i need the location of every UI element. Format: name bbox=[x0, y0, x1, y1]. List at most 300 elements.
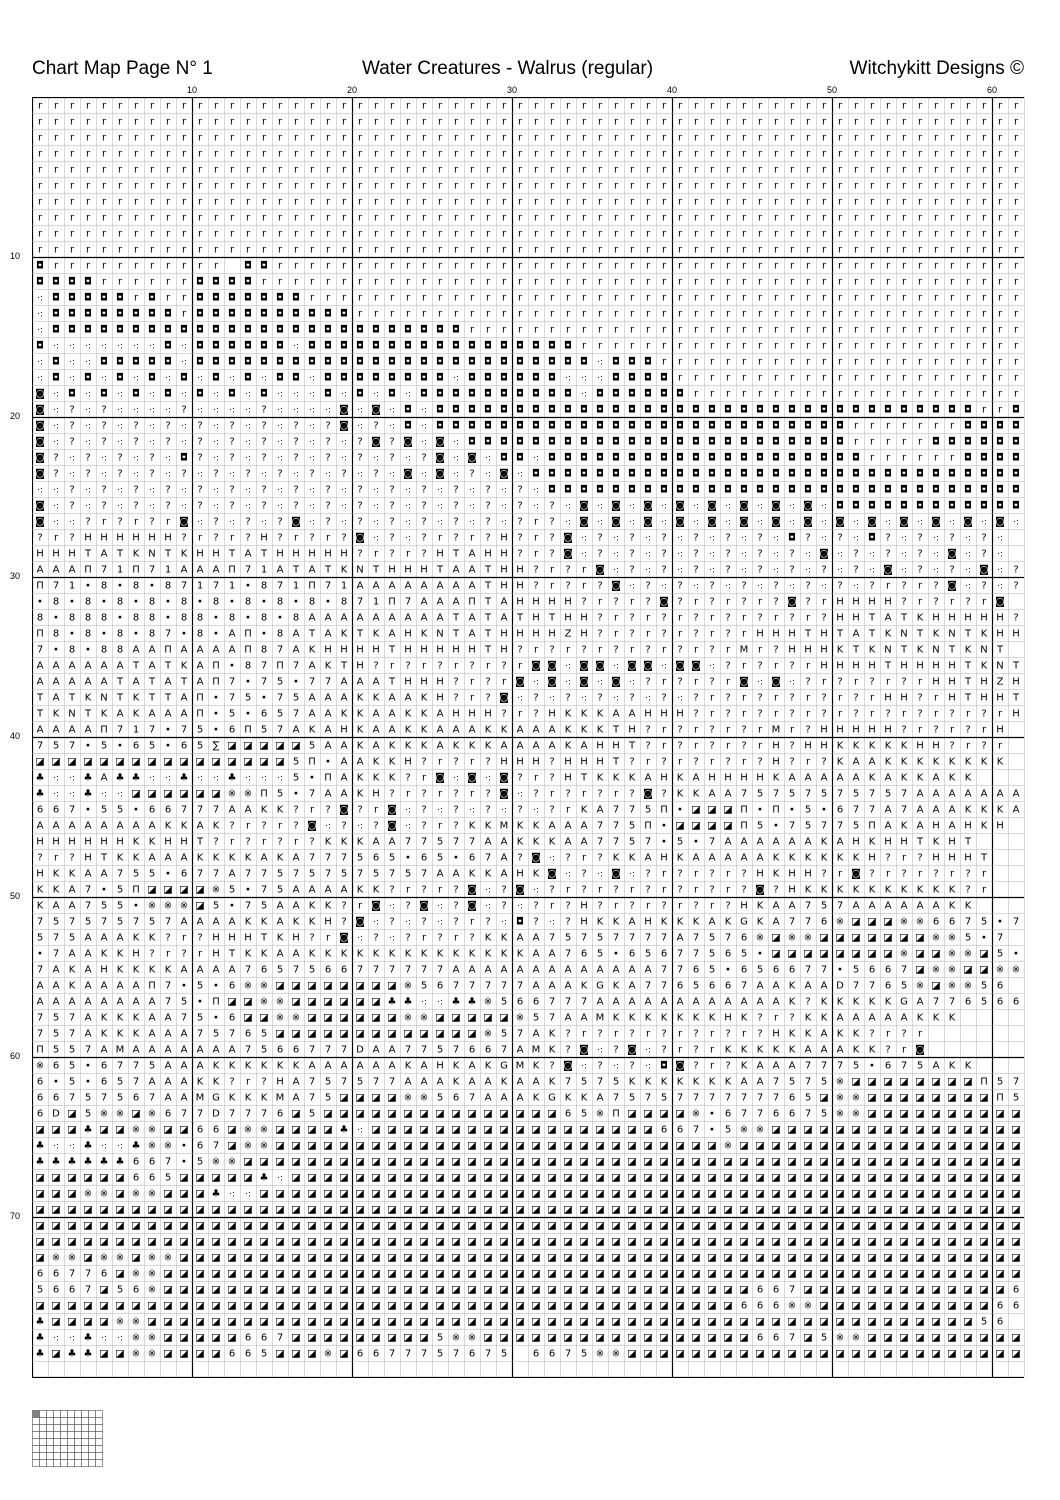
chart-cell-symbol: r bbox=[406, 165, 411, 176]
chart-cell-symbol: H bbox=[340, 645, 348, 656]
chart-cell-symbol: r bbox=[678, 117, 683, 128]
chart-cell-symbol: r bbox=[102, 213, 107, 224]
chart-cell-symbol: 7 bbox=[453, 981, 459, 992]
chart-cell-symbol: ·: bbox=[965, 582, 971, 592]
chart-cell-symbol: K bbox=[101, 949, 108, 960]
chart-cell-symbol: ◙ bbox=[403, 469, 413, 480]
chart-cell-symbol: ◪ bbox=[963, 1125, 972, 1136]
chart-cell-symbol: r bbox=[726, 741, 731, 752]
chart-cell-symbol: ◪ bbox=[947, 1157, 956, 1168]
chart-cell-symbol: r bbox=[854, 325, 859, 336]
chart-cell-symbol: 7 bbox=[661, 965, 667, 976]
chart-cell-symbol: ◘ bbox=[740, 485, 748, 496]
chart-cell-symbol: r bbox=[118, 245, 123, 256]
chart-cell-symbol: ◪ bbox=[899, 933, 908, 944]
chart-cell-symbol: r bbox=[646, 325, 651, 336]
chart-cell-symbol: K bbox=[965, 757, 972, 768]
chart-cell-symbol: r bbox=[294, 149, 299, 160]
chart-cell-symbol: ·: bbox=[389, 470, 395, 480]
chart-cell-symbol: Π bbox=[308, 757, 316, 768]
chart-cell-symbol: ◘ bbox=[948, 501, 956, 512]
chart-cell-symbol: ·: bbox=[197, 470, 203, 480]
chart-cell-symbol: ◙ bbox=[691, 661, 701, 672]
chart-cell-symbol: ? bbox=[133, 501, 138, 512]
chart-cell-symbol: ◪ bbox=[883, 1285, 892, 1296]
chart-cell-symbol: T bbox=[388, 677, 396, 688]
chart-cell-symbol: r bbox=[902, 357, 907, 368]
chart-cell-symbol: r bbox=[38, 165, 43, 176]
chart-cell-symbol: ◪ bbox=[51, 1205, 60, 1216]
chart-cell-symbol: K bbox=[613, 917, 620, 928]
chart-cell-symbol: ◘ bbox=[900, 405, 908, 416]
chart-cell-symbol: • bbox=[309, 773, 315, 784]
chart-cell-symbol: T bbox=[804, 629, 812, 640]
chart-cell-symbol: 5 bbox=[229, 709, 235, 720]
chart-cell-symbol: ◘ bbox=[388, 357, 396, 368]
chart-cell-symbol: r bbox=[278, 277, 283, 288]
chart-cell-symbol: ※ bbox=[948, 981, 956, 992]
chart-cell-symbol: 6 bbox=[789, 1093, 795, 1104]
chart-cell-symbol: ◪ bbox=[147, 757, 156, 768]
chart-cell-symbol: r bbox=[918, 677, 923, 688]
chart-cell-symbol: r bbox=[822, 181, 827, 192]
chart-cell-symbol: A bbox=[293, 853, 300, 864]
chart-cell-symbol: 7 bbox=[325, 581, 331, 592]
chart-cell-symbol: ◪ bbox=[547, 1333, 556, 1344]
chart-cell-symbol: • bbox=[229, 597, 235, 608]
chart-cell-symbol: 5 bbox=[965, 933, 971, 944]
chart-cell-symbol: r bbox=[662, 645, 667, 656]
chart-cell-symbol: ? bbox=[453, 485, 458, 496]
chart-cell-symbol: ◪ bbox=[387, 1333, 396, 1344]
chart-cell-symbol: A bbox=[949, 821, 956, 832]
chart-cell-symbol: r bbox=[198, 949, 203, 960]
chart-cell-symbol: ◘ bbox=[932, 469, 940, 480]
chart-cell-symbol: H bbox=[964, 853, 972, 864]
chart-cell-symbol: r bbox=[582, 213, 587, 224]
chart-cell-symbol: ◪ bbox=[195, 1173, 204, 1184]
chart-cell-symbol: r bbox=[710, 181, 715, 192]
chart-cell-symbol: H bbox=[484, 549, 492, 560]
chart-cell-symbol: ◪ bbox=[515, 1109, 524, 1120]
chart-cell-symbol: ◘ bbox=[244, 309, 252, 320]
chart-cell-symbol: r bbox=[294, 197, 299, 208]
chart-cell-symbol: ·: bbox=[629, 582, 635, 592]
chart-cell-symbol: ◪ bbox=[211, 1317, 220, 1328]
chart-cell-symbol: K bbox=[757, 901, 764, 912]
chart-cell-symbol: ◙ bbox=[579, 517, 589, 528]
chart-cell-symbol: ◪ bbox=[35, 757, 44, 768]
chart-cell-symbol: r bbox=[214, 181, 219, 192]
chart-cell-symbol: ◪ bbox=[707, 1157, 716, 1168]
chart-cell-symbol: 6 bbox=[725, 949, 731, 960]
chart-cell-symbol: ? bbox=[869, 581, 874, 592]
chart-cell-symbol: 5 bbox=[725, 1125, 731, 1136]
chart-cell-symbol: r bbox=[902, 261, 907, 272]
chart-cell-symbol: ◪ bbox=[883, 1125, 892, 1136]
chart-cell-symbol: ◘ bbox=[100, 309, 108, 320]
chart-cell-symbol: r bbox=[886, 117, 891, 128]
chart-cell-symbol: r bbox=[902, 437, 907, 448]
chart-cell-symbol: ? bbox=[965, 597, 970, 608]
chart-cell-symbol: ◪ bbox=[435, 1173, 444, 1184]
chart-cell-symbol: ◪ bbox=[659, 1189, 668, 1200]
chart-cell-symbol: r bbox=[614, 309, 619, 320]
chart-cell-symbol: 7 bbox=[277, 1333, 283, 1344]
chart-cell-symbol: ◪ bbox=[131, 1253, 140, 1264]
chart-cell-symbol: r bbox=[950, 389, 955, 400]
chart-cell-symbol: ◙ bbox=[371, 437, 381, 448]
chart-cell-symbol: ·: bbox=[245, 502, 251, 512]
chart-cell-symbol: r bbox=[982, 261, 987, 272]
chart-cell-symbol: 5 bbox=[437, 1333, 443, 1344]
chart-cell-symbol: T bbox=[996, 645, 1004, 656]
chart-cell-symbol: ◙ bbox=[371, 405, 381, 416]
chart-cell-symbol: ◘ bbox=[420, 389, 428, 400]
chart-cell-symbol: ◪ bbox=[563, 1269, 572, 1280]
chart-cell-symbol: ·: bbox=[261, 774, 267, 784]
chart-cell-symbol: A bbox=[85, 869, 92, 880]
chart-cell-symbol: r bbox=[1014, 133, 1019, 144]
chart-cell-symbol: ·: bbox=[565, 502, 571, 512]
chart-cell-symbol: A bbox=[629, 981, 636, 992]
chart-cell-symbol: ◘ bbox=[484, 341, 492, 352]
chart-cell-symbol: r bbox=[182, 277, 187, 288]
chart-cell-symbol: ·: bbox=[277, 1174, 283, 1184]
chart-cell-symbol: ◪ bbox=[531, 1141, 540, 1152]
chart-cell-symbol: N bbox=[436, 629, 443, 640]
chart-cell-symbol: ◪ bbox=[931, 1205, 940, 1216]
chart-cell-symbol: ? bbox=[229, 437, 234, 448]
chart-cell-symbol: ◘ bbox=[548, 405, 556, 416]
chart-cell-symbol: K bbox=[37, 885, 44, 896]
chart-cell-symbol: Π bbox=[132, 885, 140, 896]
chart-cell-symbol: ◪ bbox=[899, 1093, 908, 1104]
chart-cell-symbol: • bbox=[213, 1013, 219, 1024]
chart-cell-symbol: r bbox=[502, 181, 507, 192]
chart-cell-symbol: r bbox=[870, 101, 875, 112]
chart-cell-symbol: 5 bbox=[501, 997, 507, 1008]
chart-cell-symbol: ? bbox=[853, 565, 858, 576]
chart-cell-symbol: r bbox=[454, 933, 459, 944]
chart-cell-symbol: ·: bbox=[677, 694, 683, 704]
chart-cell-symbol: K bbox=[853, 1045, 860, 1056]
chart-cell-symbol: H bbox=[644, 709, 652, 720]
chart-cell-symbol: A bbox=[405, 693, 412, 704]
chart-cell-symbol: r bbox=[470, 229, 475, 240]
chart-cell-symbol: ? bbox=[693, 693, 698, 704]
chart-cell-symbol: r bbox=[678, 261, 683, 272]
chart-cell-symbol: 5 bbox=[693, 981, 699, 992]
chart-cell-symbol: 7 bbox=[229, 1029, 235, 1040]
chart-cell-symbol: ◘ bbox=[1012, 421, 1020, 432]
chart-cell-symbol: ※ bbox=[148, 1109, 156, 1120]
chart-cell-symbol: ◘ bbox=[916, 469, 924, 480]
chart-cell-symbol: ? bbox=[677, 741, 682, 752]
chart-cell-symbol: r bbox=[934, 357, 939, 368]
chart-cell-symbol: ◪ bbox=[979, 1109, 988, 1120]
chart-cell-symbol: ◪ bbox=[563, 1285, 572, 1296]
chart-cell-symbol: A bbox=[549, 949, 556, 960]
chart-cell-symbol: H bbox=[356, 661, 364, 672]
chart-cell-symbol: r bbox=[982, 885, 987, 896]
chart-cell-symbol: 7 bbox=[549, 933, 555, 944]
chart-cell-symbol: r bbox=[374, 133, 379, 144]
chart-cell-symbol: H bbox=[996, 821, 1004, 832]
chart-cell-symbol: r bbox=[582, 325, 587, 336]
chart-cell-symbol: ◪ bbox=[275, 981, 284, 992]
chart-cell-symbol: ? bbox=[693, 613, 698, 624]
chart-cell-symbol: Π bbox=[164, 645, 172, 656]
chart-cell-symbol: ·: bbox=[101, 374, 107, 384]
chart-cell-symbol: r bbox=[406, 293, 411, 304]
chart-cell-symbol: r bbox=[198, 149, 203, 160]
chart-cell-symbol: H bbox=[420, 677, 428, 688]
chart-cell-symbol: ◙ bbox=[739, 501, 749, 512]
chart-cell-symbol: ◪ bbox=[643, 1333, 652, 1344]
chart-cell-symbol: r bbox=[438, 181, 443, 192]
chart-cell-symbol: ◪ bbox=[515, 1189, 524, 1200]
chart-cell-symbol: r bbox=[230, 245, 235, 256]
chart-cell-symbol: 7 bbox=[133, 1077, 139, 1088]
chart-cell-symbol: ◘ bbox=[228, 325, 236, 336]
chart-cell-symbol: ·: bbox=[709, 534, 715, 544]
chart-cell-symbol: r bbox=[726, 229, 731, 240]
chart-cell-symbol: ♣ bbox=[100, 1157, 109, 1168]
chart-cell-symbol: r bbox=[278, 181, 283, 192]
chart-cell-symbol: A bbox=[485, 1077, 492, 1088]
chart-cell-symbol: r bbox=[646, 133, 651, 144]
chart-cell-symbol: 5 bbox=[85, 1093, 91, 1104]
chart-cell-symbol: ? bbox=[325, 805, 330, 816]
chart-cell-symbol: ◪ bbox=[371, 1301, 380, 1312]
chart-cell-symbol: ◪ bbox=[691, 1189, 700, 1200]
chart-cell-symbol: r bbox=[406, 133, 411, 144]
chart-cell-symbol: ◪ bbox=[579, 1333, 588, 1344]
chart-cell-symbol: r bbox=[902, 373, 907, 384]
chart-cell-symbol: ◪ bbox=[195, 1269, 204, 1280]
chart-cell-symbol: r bbox=[358, 901, 363, 912]
chart-cell-symbol: ·: bbox=[229, 518, 235, 528]
chart-cell-symbol: H bbox=[884, 597, 892, 608]
chart-cell-symbol: A bbox=[453, 965, 460, 976]
chart-cell-symbol: 7 bbox=[405, 837, 411, 848]
chart-cell-symbol: r bbox=[358, 229, 363, 240]
chart-cell-symbol: ◪ bbox=[243, 1157, 252, 1168]
chart-cell-symbol: H bbox=[772, 741, 780, 752]
chart-cell-symbol: 6 bbox=[533, 1349, 539, 1360]
chart-cell-symbol: M bbox=[516, 1061, 525, 1072]
chart-cell-symbol: K bbox=[565, 1093, 572, 1104]
chart-cell-symbol: r bbox=[918, 261, 923, 272]
chart-cell-symbol: r bbox=[166, 149, 171, 160]
chart-cell-symbol: ·: bbox=[933, 534, 939, 544]
chart-cell-symbol: ·: bbox=[437, 806, 443, 816]
chart-cell-symbol: H bbox=[372, 789, 380, 800]
chart-cell-symbol: ◘ bbox=[516, 405, 524, 416]
chart-cell-symbol: K bbox=[37, 901, 44, 912]
chart-cell-symbol: ·: bbox=[229, 470, 235, 480]
chart-cell-symbol: r bbox=[150, 181, 155, 192]
chart-cell-symbol: ·: bbox=[277, 486, 283, 496]
chart-cell-symbol: ◪ bbox=[67, 1109, 76, 1120]
chart-cell-symbol: 6 bbox=[997, 1301, 1003, 1312]
chart-cell-symbol: ◘ bbox=[772, 421, 780, 432]
chart-cell-symbol: ? bbox=[405, 773, 410, 784]
chart-cell-symbol: A bbox=[789, 1061, 796, 1072]
chart-cell-symbol: 7 bbox=[453, 1349, 459, 1360]
chart-cell-symbol: r bbox=[742, 389, 747, 400]
chart-cell-symbol: ◪ bbox=[915, 1253, 924, 1264]
chart-cell-symbol: 5 bbox=[805, 805, 811, 816]
chart-cell-symbol: ·: bbox=[245, 422, 251, 432]
chart-cell-symbol: r bbox=[822, 277, 827, 288]
chart-cell-symbol: 5 bbox=[69, 933, 75, 944]
chart-cell-symbol: ◘ bbox=[772, 485, 780, 496]
chart-cell-symbol: ◘ bbox=[836, 485, 844, 496]
chart-cell-symbol: r bbox=[454, 661, 459, 672]
chart-cell-symbol: ◪ bbox=[995, 1333, 1004, 1344]
chart-cell-symbol: ·: bbox=[821, 582, 827, 592]
chart-cell-symbol: ◪ bbox=[963, 1269, 972, 1280]
chart-cell-symbol: ? bbox=[597, 581, 602, 592]
chart-cell-symbol: ◪ bbox=[611, 1301, 620, 1312]
chart-cell-symbol: r bbox=[278, 117, 283, 128]
chart-cell-symbol: ◪ bbox=[787, 1237, 796, 1248]
chart-cell-symbol: r bbox=[886, 245, 891, 256]
chart-cell-symbol: ◘ bbox=[500, 453, 508, 464]
chart-cell-symbol: r bbox=[886, 421, 891, 432]
chart-cell-symbol: A bbox=[149, 821, 156, 832]
chart-cell-symbol: A bbox=[229, 805, 236, 816]
chart-cell-symbol: 6 bbox=[965, 997, 971, 1008]
chart-cell-symbol: r bbox=[726, 277, 731, 288]
chart-cell-symbol: ◪ bbox=[883, 1205, 892, 1216]
chart-cell-symbol: ◪ bbox=[435, 1013, 444, 1024]
chart-cell-symbol: 7 bbox=[597, 837, 603, 848]
chart-cell-symbol: A bbox=[117, 981, 124, 992]
chart-cell-symbol: ·: bbox=[565, 870, 571, 880]
chart-cell-symbol: 7 bbox=[213, 1141, 219, 1152]
chart-cell-symbol: A bbox=[101, 933, 108, 944]
chart-cell-symbol: ◪ bbox=[995, 1285, 1004, 1296]
chart-cell-symbol: r bbox=[294, 533, 299, 544]
chart-cell-symbol: ◪ bbox=[1011, 1141, 1020, 1152]
chart-cell-symbol: ◙ bbox=[467, 773, 477, 784]
chart-cell-symbol: K bbox=[773, 869, 780, 880]
chart-cell-symbol: 5 bbox=[709, 949, 715, 960]
chart-cell-symbol: r bbox=[198, 245, 203, 256]
chart-cell-symbol: ? bbox=[69, 501, 74, 512]
chart-cell-symbol: r bbox=[678, 757, 683, 768]
chart-cell-symbol: K bbox=[949, 773, 956, 784]
chart-cell-symbol: A bbox=[325, 1061, 332, 1072]
chart-cell-symbol: r bbox=[918, 133, 923, 144]
chart-cell-symbol: 6 bbox=[245, 1029, 251, 1040]
chart-cell-symbol: A bbox=[933, 789, 940, 800]
chart-cell-symbol: ◪ bbox=[227, 1333, 236, 1344]
chart-cell-symbol: A bbox=[501, 1093, 508, 1104]
chart-cell-symbol: ◪ bbox=[979, 1269, 988, 1280]
chart-cell-symbol: ◪ bbox=[851, 1269, 860, 1280]
chart-cell-symbol: r bbox=[742, 1029, 747, 1040]
chart-cell-symbol: r bbox=[150, 277, 155, 288]
chart-cell-symbol: 5 bbox=[277, 869, 283, 880]
chart-cell-symbol: r bbox=[550, 101, 555, 112]
chart-cell-symbol: ·: bbox=[133, 406, 139, 416]
chart-cell-symbol: ◪ bbox=[947, 1221, 956, 1232]
chart-cell-symbol: r bbox=[998, 261, 1003, 272]
chart-cell-symbol: r bbox=[454, 261, 459, 272]
chart-cell-symbol: 5 bbox=[421, 981, 427, 992]
chart-cell-symbol: r bbox=[566, 293, 571, 304]
chart-cell-symbol: A bbox=[757, 1061, 764, 1072]
chart-cell-symbol: A bbox=[533, 981, 540, 992]
chart-cell-symbol: r bbox=[806, 389, 811, 400]
chart-cell-symbol: ·: bbox=[501, 806, 507, 816]
chart-cell-symbol: 7 bbox=[437, 965, 443, 976]
chart-cell-symbol: M bbox=[276, 1093, 285, 1104]
chart-cell-symbol: r bbox=[950, 357, 955, 368]
chart-cell-symbol: r bbox=[742, 341, 747, 352]
chart-cell-symbol: r bbox=[774, 165, 779, 176]
chart-cell-symbol: K bbox=[837, 885, 844, 896]
chart-cell-symbol: A bbox=[149, 661, 156, 672]
chart-cell-symbol: 6 bbox=[229, 1349, 235, 1360]
chart-cell-symbol: ※ bbox=[900, 949, 908, 960]
chart-cell-symbol: r bbox=[326, 533, 331, 544]
chart-cell-symbol: K bbox=[677, 773, 684, 784]
chart-cell-symbol: r bbox=[150, 197, 155, 208]
chart-cell-symbol: H bbox=[36, 837, 44, 848]
chart-cell-symbol: A bbox=[885, 613, 892, 624]
chart-cell-symbol: ◪ bbox=[835, 1349, 844, 1360]
chart-cell-symbol: ? bbox=[293, 805, 298, 816]
chart-cell-symbol: ◘ bbox=[740, 421, 748, 432]
chart-cell-symbol: 5 bbox=[117, 1093, 123, 1104]
chart-cell-symbol: ◘ bbox=[580, 421, 588, 432]
chart-cell-symbol: A bbox=[437, 725, 444, 736]
chart-cell-symbol: 5 bbox=[309, 965, 315, 976]
chart-cell-symbol: T bbox=[36, 693, 44, 704]
chart-cell-symbol: ◪ bbox=[771, 933, 780, 944]
chart-cell-symbol: 7 bbox=[469, 1093, 475, 1104]
chart-cell-symbol: ◘ bbox=[548, 389, 556, 400]
chart-cell-symbol: r bbox=[982, 341, 987, 352]
chart-cell-symbol: ·: bbox=[965, 566, 971, 576]
chart-cell-symbol: ◘ bbox=[276, 373, 284, 384]
chart-cell-symbol: A bbox=[581, 965, 588, 976]
chart-cell-symbol: ◪ bbox=[371, 981, 380, 992]
chart-cell-symbol: ◪ bbox=[707, 1221, 716, 1232]
chart-cell-symbol: r bbox=[534, 277, 539, 288]
chart-cell-symbol: • bbox=[85, 1077, 91, 1088]
chart-cell-symbol: ◪ bbox=[275, 741, 284, 752]
chart-cell-symbol: 7 bbox=[741, 1109, 747, 1120]
chart-cell-symbol: r bbox=[694, 309, 699, 320]
chart-cell-symbol: K bbox=[965, 645, 972, 656]
chart-cell-symbol: 7 bbox=[165, 917, 171, 928]
chart-cell-symbol: r bbox=[326, 101, 331, 112]
chart-cell-symbol: ? bbox=[757, 1029, 762, 1040]
chart-cell-symbol: r bbox=[150, 213, 155, 224]
chart-cell-symbol: H bbox=[852, 725, 860, 736]
chart-cell-symbol: ※ bbox=[132, 1189, 140, 1200]
chart-cell-symbol: 5 bbox=[821, 1077, 827, 1088]
chart-cell-symbol: r bbox=[598, 165, 603, 176]
chart-cell-symbol: Π bbox=[244, 629, 252, 640]
chart-cell-symbol: ◪ bbox=[51, 1349, 60, 1360]
